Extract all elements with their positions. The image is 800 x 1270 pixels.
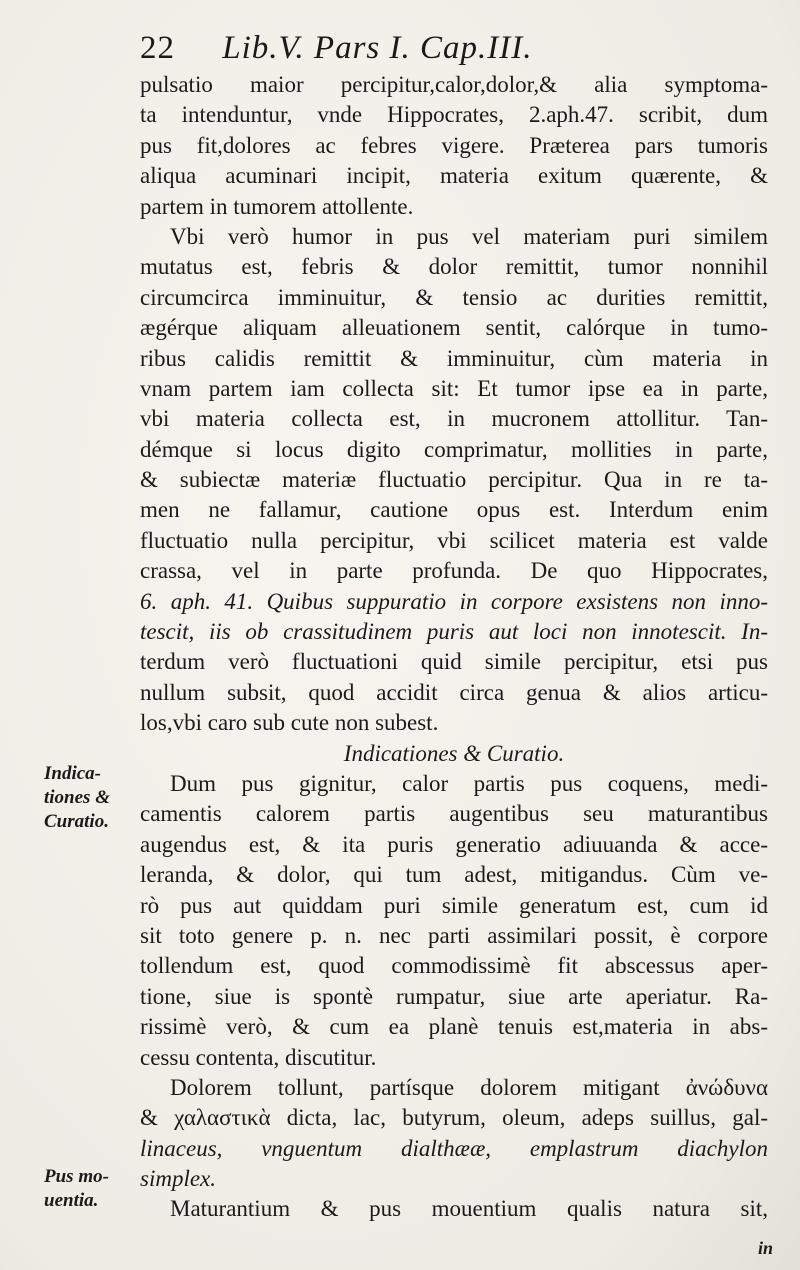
text-line: men ne fallamur, cautione opus est. Interdum enim <box>140 497 768 523</box>
text-line: vnam partem iam collecta sit: Et tumor ipse ea in parte, <box>140 375 768 401</box>
text-line: Dolorem tollunt, partísque dolorem mitigant ἀνώδυνα <box>170 1074 768 1100</box>
margin-note-text: Indica- tiones & Curatio. <box>44 763 110 832</box>
text-line: cessu contenta, discutitur. <box>140 1044 377 1070</box>
text-line: ta intenduntur, vnde Hippocrates, 2.aph.47. scribit, dum <box>140 102 768 128</box>
text-line: leranda, & dolor, qui tum adest, mitigandus. Cùm ve- <box>140 862 768 888</box>
text-line: Vbi verò humor in pus vel materiam puri similem <box>170 223 768 249</box>
text-line: partem in tumorem attollente. <box>140 193 414 219</box>
text-line: démque si locus digito comprimatur, mollities in parte, <box>140 436 768 462</box>
text-line: linaceus, vnguentum dialthææ, emplastrum diachylon <box>140 1135 768 1161</box>
text-line: tione, siue is spontè rumpatur, siue arte aperiatur. Ra- <box>140 983 768 1009</box>
running-title: Lib.V. Pars I. Cap.III. <box>222 30 533 66</box>
text-line: terdum verò fluctuationi quid simile percipitur, etsi pus <box>140 649 768 675</box>
text-line: & χαλαστικὰ dicta, lac, butyrum, oleum, adeps suillus, gal- <box>140 1105 768 1131</box>
margin-note-indications <box>44 762 140 834</box>
text-line: los,vbi caro sub cute non subest. <box>140 710 439 736</box>
text-line: & subiectæ materiæ fluctuatio percipitur. Qua in re ta- <box>140 467 768 493</box>
text-line: mutatus est, febris & dolor remittit, tumor nonnihil <box>140 254 768 280</box>
margin-note-text: Pus mo- uentia. <box>44 1166 109 1211</box>
text-line: 6. aph. 41. Quibus suppuratio in corpore exsistens non inno- <box>140 588 768 614</box>
text-line: fluctuatio nulla percipitur, vbi scilicet materia est valde <box>140 527 768 553</box>
text-line: rò pus aut quiddam puri simile generatum est, cum id <box>140 892 768 918</box>
text-line: camentis calorem partis augentibus seu maturantibus <box>140 801 768 827</box>
text-line: circumcirca imminuitur, & tensio ac durities remittit, <box>140 284 768 310</box>
running-header <box>140 30 780 67</box>
text-line: ægérque aliquam alleuationem sentit, calórque in tumo- <box>140 315 768 341</box>
text-line: simplex. <box>140 1166 217 1192</box>
text-line: tollendum est, quod commodissimè fit abscessus aper- <box>140 953 768 979</box>
section-heading: Indicationes & Curatio. <box>343 740 565 766</box>
text-line: Maturantium & pus mouentium qualis natura sit, <box>170 1196 768 1222</box>
margin-note-pus-mouentia <box>44 1165 140 1213</box>
text-line: sit toto genere p. n. nec parti assimilari possit, è corpore <box>140 922 768 948</box>
text-line: augendus est, & ita puris generatio adiuuanda & acce- <box>140 831 768 857</box>
catchword: in <box>758 1238 774 1258</box>
text-line: Dum pus gignitur, calor partis pus coquens, medi- <box>170 770 768 796</box>
text-line: pus fit,dolores ac febres vigere. Præterea pars tumoris <box>140 132 768 158</box>
text-line: aliqua acuminari incipit, materia exitum quærente, & <box>140 163 768 189</box>
text-line: nullum subsit, quod accidit circa genua & alios articu- <box>140 679 768 705</box>
text-line: vbi materia collecta est, in mucronem attollitur. Tan- <box>140 406 768 432</box>
main-text <box>140 70 768 1225</box>
text-line: pulsatio maior percipitur,calor,dolor,& alia symptoma- <box>140 72 768 97</box>
page-number: 22 <box>140 30 175 66</box>
text-line: rissimè verò, & cum ea planè tenuis est,materia in abs- <box>140 1014 768 1040</box>
text-line: crassa, vel in parte profunda. De quo Hippocrates, <box>140 558 768 584</box>
text-line: ribus calidis remittit & imminuitur, cùm materia in <box>140 345 768 371</box>
text-line: tescit, iis ob crassitudinem puris aut loci non innotescit. In- <box>140 619 768 645</box>
